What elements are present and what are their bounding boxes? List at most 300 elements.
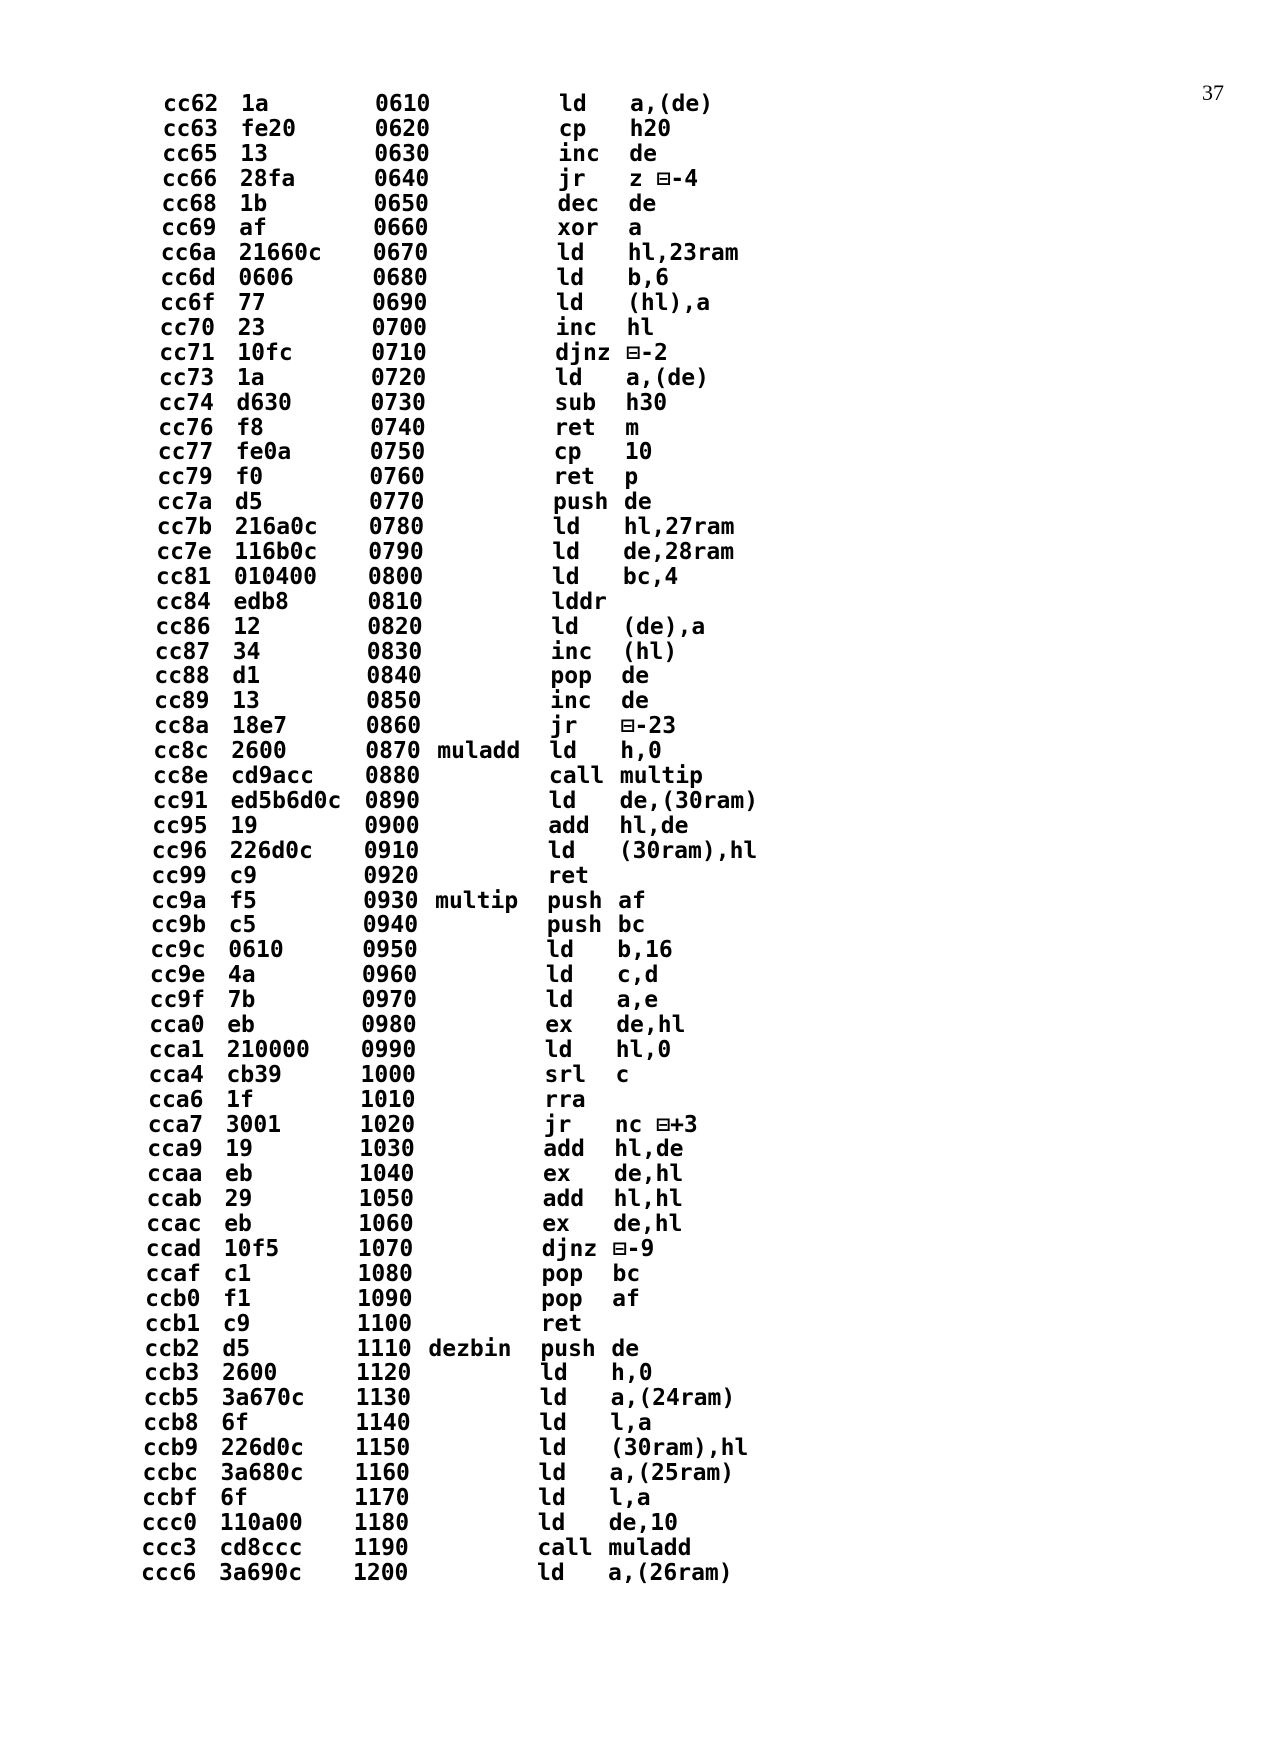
listing-address: cca0	[149, 1011, 205, 1038]
listing-operands: (de),a	[622, 613, 706, 640]
listing-operands: de,(30ram)	[619, 787, 759, 814]
listing-hex-code: 1b	[239, 190, 268, 217]
listing-address: cc63	[162, 115, 218, 142]
listing-line-number: 1110	[356, 1335, 412, 1362]
listing-hex-code: 13	[232, 688, 260, 715]
listing-hex-code: af	[239, 215, 267, 242]
listing-address: cc76	[158, 414, 214, 441]
listing-row	[0, 167, 1276, 192]
listing-operands: de,hl	[616, 1011, 686, 1038]
listing-operands: a,(24ram)	[610, 1385, 736, 1412]
listing-line-number: 0640	[373, 165, 430, 192]
listing-hex-code: 3a680c	[220, 1459, 304, 1486]
listing-row	[0, 1436, 1276, 1461]
listing-mnemonic: push	[540, 1335, 596, 1362]
listing-line-number: 0800	[367, 563, 424, 590]
listing-address: cc91	[152, 787, 208, 814]
listing-hex-code: 110a00	[219, 1509, 303, 1536]
listing-address: ccb9	[142, 1435, 199, 1462]
listing-mnemonic: jr	[549, 713, 578, 740]
listing-address: ccac	[146, 1211, 202, 1238]
listing-row	[0, 590, 1276, 615]
listing-row	[0, 864, 1276, 889]
listing-mnemonic: ld	[545, 987, 574, 1014]
listing-mnemonic: push	[547, 887, 603, 914]
listing-row	[0, 814, 1276, 839]
listing-hex-code: fe0a	[235, 439, 292, 466]
listing-operands: de	[621, 663, 650, 690]
listing-row	[0, 1038, 1276, 1063]
listing-address: cc6f	[160, 290, 216, 317]
listing-address: cc99	[151, 862, 207, 889]
listing-operands: l,a	[610, 1410, 652, 1437]
listing-hex-code: c9	[222, 1310, 251, 1337]
listing-row	[0, 1287, 1276, 1312]
listing-mnemonic: ret	[547, 862, 589, 889]
listing-address: cc70	[159, 315, 215, 342]
listing-operands: h,0	[620, 738, 662, 765]
listing-line-number: 0880	[364, 763, 421, 790]
listing-hex-code: ed5b6d0c	[230, 787, 342, 814]
listing-operands: b,6	[627, 265, 669, 292]
listing-mnemonic: cp	[558, 115, 587, 142]
listing-row	[0, 1113, 1276, 1138]
listing-line-number: 0930	[363, 887, 419, 914]
listing-mnemonic: ld	[552, 539, 580, 566]
listing-row	[0, 764, 1276, 789]
listing-address: cc7e	[156, 539, 212, 566]
listing-label: muladd	[437, 738, 521, 765]
listing-mnemonic: ld	[547, 837, 576, 864]
listing-address: cca4	[148, 1061, 204, 1088]
listing-line-number: 0720	[370, 364, 427, 391]
listing-address: cc62	[163, 91, 219, 117]
listing-row	[0, 1486, 1276, 1511]
listing-address: cc86	[155, 613, 211, 640]
listing-address: cca9	[147, 1136, 203, 1163]
listing-mnemonic: call	[548, 763, 605, 790]
listing-hex-code: f1	[223, 1285, 251, 1312]
listing-mnemonic: ld	[549, 738, 577, 765]
listing-row	[0, 1162, 1276, 1187]
listing-row	[0, 913, 1276, 938]
page-number: 37	[1202, 80, 1224, 105]
listing-hex-code: 010400	[233, 563, 317, 590]
listing-row	[0, 938, 1276, 963]
listing-operands: de,hl	[614, 1161, 684, 1188]
listing-line-number: 0990	[360, 1036, 417, 1063]
listing-operands: bc	[612, 1260, 641, 1287]
listing-mnemonic: add	[548, 812, 590, 839]
listing-address: cc9c	[150, 937, 206, 964]
listing-mnemonic: xor	[557, 215, 599, 242]
listing-line-number: 0940	[362, 912, 419, 939]
listing-hex-code: 12	[233, 613, 261, 640]
listing-operands: m	[625, 414, 640, 441]
listing-mnemonic: add	[543, 1136, 585, 1163]
listing-row	[0, 714, 1276, 739]
listing-operands: de	[621, 688, 649, 715]
listing-mnemonic: ld	[539, 1410, 567, 1437]
listing-hex-code: 3a690c	[219, 1559, 303, 1586]
listing-row	[0, 565, 1276, 590]
listing-mnemonic: ld	[556, 240, 585, 267]
listing-address: ccb8	[143, 1410, 199, 1437]
listing-hex-code: c1	[223, 1260, 252, 1287]
listing-line-number: 0870	[365, 738, 421, 765]
listing-operands: hl,de	[614, 1136, 684, 1163]
listing-operands: a,e	[616, 987, 659, 1014]
listing-hex-code: 1a	[241, 91, 269, 117]
listing-mnemonic: ld	[537, 1509, 566, 1536]
listing-operands: c,d	[616, 962, 659, 989]
listing-mnemonic: add	[542, 1186, 585, 1213]
listing-line-number: 0770	[369, 489, 425, 516]
listing-line-number: 0760	[369, 464, 425, 491]
listing-row	[0, 1386, 1276, 1411]
listing-mnemonic: srl	[544, 1061, 587, 1088]
listing-mnemonic: pop	[541, 1260, 584, 1287]
listing-hex-code: eb	[227, 1011, 255, 1038]
listing-operands: (30ram),hl	[618, 837, 758, 864]
listing-row	[0, 216, 1276, 241]
listing-row	[0, 1411, 1276, 1436]
listing-address: cc73	[158, 364, 215, 391]
listing-operands: hl	[626, 315, 655, 342]
listing-row	[0, 988, 1276, 1013]
listing-line-number: 0910	[363, 837, 420, 864]
listing-row	[0, 689, 1276, 714]
listing-line-number: 1050	[358, 1186, 414, 1213]
listing-hex-code: d5	[222, 1335, 251, 1362]
listing-row	[0, 739, 1276, 764]
listing-line-number: 1090	[357, 1285, 413, 1312]
listing-row	[0, 839, 1276, 864]
listing-address: cc69	[161, 215, 217, 242]
listing-operands: de,28ram	[623, 539, 735, 566]
listing-line-number: 0700	[371, 315, 427, 342]
listing-hex-code: d630	[236, 389, 292, 416]
listing-mnemonic: ld	[556, 290, 584, 317]
listing-line-number: 0980	[361, 1011, 417, 1038]
listing-mnemonic: ld	[544, 1036, 573, 1063]
listing-hex-code: 216a0c	[234, 514, 318, 541]
listing-operands: p	[624, 464, 639, 491]
listing-operands: de,10	[608, 1509, 678, 1536]
listing-mnemonic: ld	[539, 1385, 568, 1412]
listing-address: ccc3	[141, 1534, 197, 1561]
listing-row	[0, 889, 1276, 914]
listing-operands: h30	[625, 389, 668, 416]
listing-hex-code: f0	[235, 464, 264, 491]
listing-hex-code: 226d0c	[229, 837, 313, 864]
listing-operands: a,(de)	[630, 91, 714, 117]
listing-hex-code: 1f	[226, 1086, 254, 1113]
listing-operands: ⊟-9	[612, 1235, 655, 1262]
listing-row	[0, 341, 1276, 366]
listing-mnemonic: rra	[544, 1086, 586, 1113]
listing-operands: de	[628, 190, 657, 217]
listing-line-number: 1070	[357, 1235, 414, 1262]
listing-hex-code: 13	[240, 140, 268, 167]
listing-hex-code: 3001	[225, 1111, 282, 1138]
listing-hex-code: 19	[230, 812, 258, 839]
listing-address: ccad	[145, 1235, 202, 1262]
listing-row	[0, 1561, 1276, 1586]
listing-mnemonic: ex	[545, 1011, 573, 1038]
listing-line-number: 0630	[374, 140, 430, 167]
listing-row	[0, 316, 1276, 341]
listing-operands: bc	[617, 912, 646, 939]
listing-operands: l,a	[609, 1484, 651, 1511]
listing-address: cca1	[148, 1036, 205, 1063]
listing-row	[0, 266, 1276, 291]
listing-mnemonic: ld	[559, 91, 587, 117]
listing-operands: a,(25ram)	[609, 1459, 735, 1486]
listing-line-number: 1170	[354, 1484, 410, 1511]
listing-address: cc8c	[153, 738, 209, 765]
listing-operands: de	[624, 489, 652, 516]
listing-hex-code: 19	[225, 1136, 253, 1163]
listing-line-number: 1040	[359, 1161, 415, 1188]
listing-address: cc84	[155, 588, 211, 615]
listing-line-number: 0710	[371, 339, 427, 366]
listing-address: cc81	[155, 563, 212, 590]
listing-address: cc7b	[156, 514, 213, 541]
listing-operands: de	[611, 1335, 640, 1362]
listing-line-number: 1000	[360, 1061, 416, 1088]
listing-row	[0, 789, 1276, 814]
listing-address: cc9f	[149, 987, 205, 1014]
listing-line-number: 1130	[355, 1385, 411, 1412]
listing-line-number: 0820	[367, 613, 423, 640]
listing-address: cc7a	[157, 489, 213, 516]
listing-row	[0, 1088, 1276, 1113]
listing-line-number: 0840	[366, 663, 422, 690]
listing-address: cc9b	[150, 912, 207, 939]
listing-operands: a,(de)	[625, 364, 709, 391]
listing-operands: a,(26ram)	[608, 1559, 733, 1586]
assembly-listing	[0, 92, 1276, 1585]
listing-hex-code: 3a670c	[221, 1385, 305, 1412]
listing-hex-code: eb	[224, 1211, 252, 1238]
listing-operands: de	[629, 140, 657, 167]
listing-mnemonic: pop	[541, 1285, 583, 1312]
listing-row	[0, 117, 1276, 142]
listing-line-number: 0680	[372, 265, 428, 292]
listing-line-number: 0830	[366, 638, 423, 665]
listing-mnemonic: inc	[555, 315, 598, 342]
listing-line-number: 0750	[369, 439, 426, 466]
listing-line-number: 0730	[370, 389, 426, 416]
listing-hex-code: c9	[229, 862, 258, 889]
listing-address: ccb2	[144, 1335, 200, 1362]
listing-address: ccb0	[145, 1285, 201, 1312]
listing-row	[0, 1262, 1276, 1287]
listing-address: cc71	[159, 339, 215, 366]
listing-line-number: 1120	[356, 1360, 412, 1387]
listing-row	[0, 416, 1276, 441]
listing-hex-code: edb8	[233, 588, 289, 615]
listing-row	[0, 640, 1276, 665]
listing-address: ccbc	[142, 1459, 198, 1486]
listing-hex-code: 7b	[227, 987, 256, 1014]
listing-hex-code: 116b0c	[234, 539, 318, 566]
listing-line-number: 1060	[358, 1211, 414, 1238]
listing-operands: hl,27ram	[623, 514, 735, 541]
listing-row	[0, 92, 1276, 117]
listing-address: ccb5	[143, 1385, 199, 1412]
listing-operands: multip	[619, 763, 703, 790]
listing-row	[0, 1461, 1276, 1486]
listing-line-number: 1140	[355, 1410, 411, 1437]
listing-address: ccc6	[141, 1559, 197, 1586]
listing-address: cca7	[147, 1111, 204, 1138]
listing-operands: hl,de	[619, 812, 689, 839]
listing-row	[0, 1237, 1276, 1262]
listing-address: cc68	[161, 190, 217, 217]
listing-row	[0, 192, 1276, 217]
listing-hex-code: 2600	[231, 738, 287, 765]
listing-row	[0, 1511, 1276, 1536]
listing-hex-code: f5	[229, 887, 257, 914]
listing-row	[0, 366, 1276, 391]
listing-line-number: 0690	[372, 290, 428, 317]
listing-mnemonic: ret	[540, 1310, 583, 1337]
listing-row	[0, 1137, 1276, 1162]
listing-mnemonic: jr	[543, 1111, 572, 1138]
listing-row	[0, 1013, 1276, 1038]
listing-row	[0, 664, 1276, 689]
listing-mnemonic: ld	[552, 514, 581, 541]
listing-row	[0, 1536, 1276, 1561]
listing-mnemonic: ld	[546, 937, 574, 964]
listing-mnemonic: ret	[554, 414, 596, 441]
listing-mnemonic: push	[546, 912, 603, 939]
listing-mnemonic: ld	[554, 364, 583, 391]
listing-mnemonic: ex	[542, 1211, 570, 1238]
listing-mnemonic: ld	[551, 563, 580, 590]
listing-address: cc87	[154, 638, 211, 665]
listing-address: cc89	[154, 688, 210, 715]
listing-hex-code: cd8ccc	[219, 1534, 303, 1561]
listing-line-number: 0780	[368, 514, 425, 541]
listing-line-number: 1160	[354, 1459, 410, 1486]
listing-row	[0, 440, 1276, 465]
listing-line-number: 1190	[353, 1534, 409, 1561]
listing-label: multip	[435, 887, 519, 914]
listing-row	[0, 1361, 1276, 1386]
listing-operands: (30ram),hl	[609, 1435, 749, 1462]
listing-hex-code: f8	[236, 414, 264, 441]
listing-row	[0, 1337, 1276, 1362]
listing-mnemonic: djnz	[541, 1235, 598, 1262]
listing-hex-code: 210000	[226, 1036, 310, 1063]
listing-line-number: 0790	[368, 539, 424, 566]
listing-line-number: 0890	[364, 787, 420, 814]
listing-address: cc6a	[160, 240, 217, 267]
listing-line-number: 0740	[370, 414, 426, 441]
listing-mnemonic: sub	[554, 389, 597, 416]
listing-hex-code: 10f5	[223, 1235, 280, 1262]
listing-operands: af	[612, 1285, 640, 1312]
listing-hex-code: eb	[225, 1161, 253, 1188]
listing-line-number: 1020	[359, 1111, 416, 1138]
listing-address: cc77	[157, 439, 214, 466]
listing-hex-code: c5	[228, 912, 257, 939]
listing-operands: muladd	[608, 1534, 692, 1561]
listing-hex-code: cb39	[226, 1061, 282, 1088]
listing-hex-code: 0606	[238, 265, 294, 292]
listing-operands: 10	[624, 439, 653, 466]
listing-address: ccc0	[141, 1509, 198, 1536]
listing-address: cca6	[148, 1086, 204, 1113]
listing-address: ccbf	[142, 1484, 198, 1511]
listing-mnemonic: lddr	[551, 588, 607, 615]
listing-row	[0, 490, 1276, 515]
listing-mnemonic: cp	[553, 439, 582, 466]
listing-address: cc8e	[152, 763, 209, 790]
listing-line-number: 0950	[362, 937, 418, 964]
listing-address: cc66	[161, 165, 218, 192]
listing-hex-code: 18e7	[231, 713, 288, 740]
listing-line-number: 0660	[373, 215, 429, 242]
listing-operands: h20	[629, 115, 672, 142]
listing-hex-code: 0610	[228, 937, 284, 964]
listing-hex-code: 2600	[222, 1360, 278, 1387]
listing-mnemonic: ld	[538, 1435, 567, 1462]
listing-line-number: 1030	[359, 1136, 415, 1163]
listing-line-number: 0670	[372, 240, 429, 267]
listing-mnemonic: inc	[558, 140, 600, 167]
listing-row	[0, 963, 1276, 988]
listing-mnemonic: inc	[550, 638, 593, 665]
listing-operands: bc,4	[622, 563, 679, 590]
listing-hex-code: 29	[224, 1186, 253, 1213]
listing-mnemonic: ld	[538, 1459, 567, 1486]
listing-line-number: 0620	[374, 115, 430, 142]
listing-address: cc9a	[151, 887, 207, 914]
listing-line-number: 0970	[361, 987, 417, 1014]
listing-line-number: 1100	[356, 1310, 413, 1337]
listing-operands: de,hl	[613, 1211, 683, 1238]
listing-hex-code: 21660c	[238, 240, 322, 267]
listing-line-number: 0650	[373, 190, 429, 217]
listing-mnemonic: ld	[548, 787, 577, 814]
listing-line-number: 1010	[360, 1086, 416, 1113]
listing-mnemonic: call	[537, 1534, 593, 1561]
listing-operands: hl,0	[615, 1036, 672, 1063]
listing-row	[0, 1063, 1276, 1088]
listing-operands: ⊟-23	[620, 713, 677, 740]
listing-address: ccaa	[147, 1161, 203, 1188]
listing-mnemonic: ex	[543, 1161, 571, 1188]
listing-line-number: 0610	[375, 91, 431, 117]
listing-mnemonic: pop	[550, 663, 592, 690]
listing-hex-code: cd9acc	[230, 763, 314, 790]
listing-row	[0, 291, 1276, 316]
listing-hex-code: 23	[237, 315, 266, 342]
listing-line-number: 0920	[363, 862, 419, 889]
listing-address: cc6d	[160, 265, 216, 292]
listing-mnemonic: dec	[557, 190, 600, 217]
listing-operands: af	[618, 887, 646, 914]
listing-row	[0, 465, 1276, 490]
listing-line-number: 1080	[357, 1260, 413, 1287]
listing-address: cc8a	[153, 713, 210, 740]
listing-mnemonic: jr	[557, 165, 586, 192]
listing-row	[0, 241, 1276, 266]
